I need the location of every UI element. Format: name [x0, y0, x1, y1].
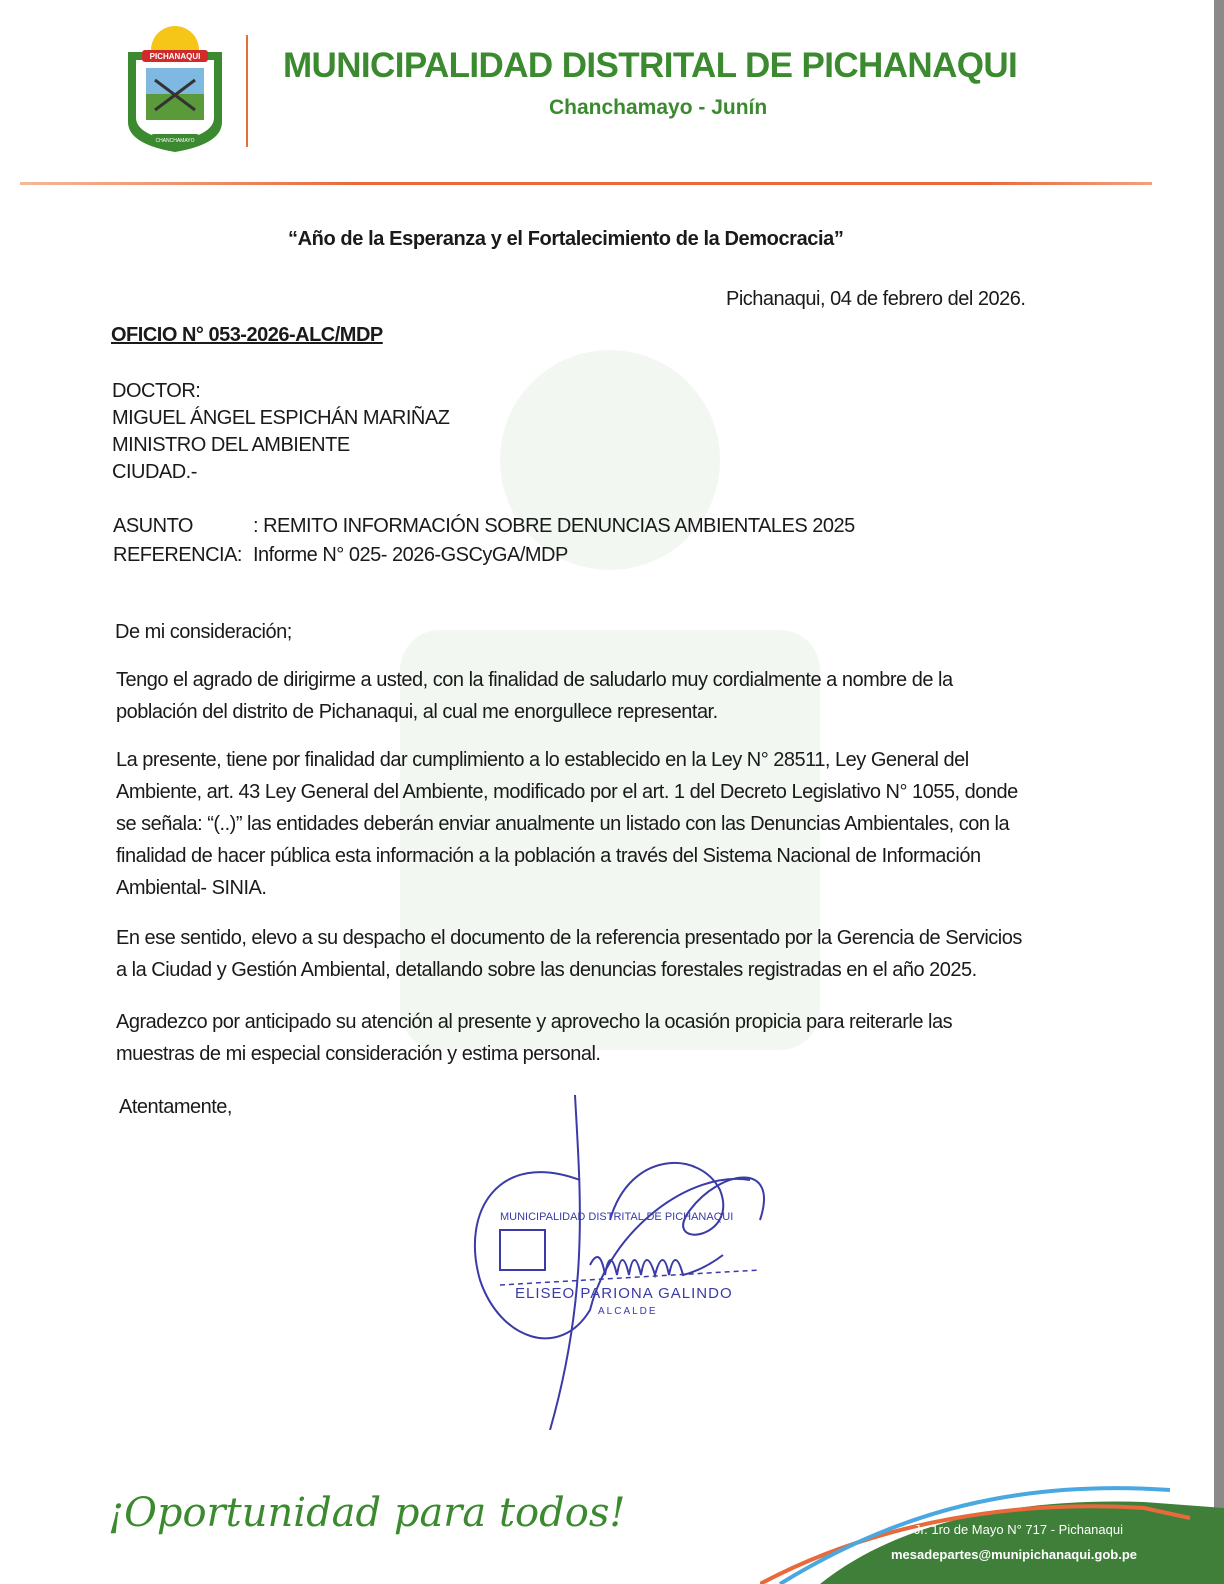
line: Tengo el agrado de dirigirme a usted, con la finalidad de saludarlo muy cordialmente a nombre de la [116, 669, 953, 691]
signature-stamp [440, 1090, 800, 1430]
closing: Atentamente, [119, 1096, 232, 1118]
referencia-label: REFERENCIA: [113, 544, 242, 566]
referencia-value: Informe N° 025- 2026-GSCyGA/MDP [253, 544, 568, 566]
svg-text:PICHANAQUI: PICHANAQUI [149, 52, 201, 61]
footer-slogan: ¡Oportunidad para todos! [108, 1490, 626, 1536]
asunto-value: : REMITO INFORMACIÓN SOBRE DENUNCIAS AMBIENTALES 2025 [253, 515, 855, 537]
stamp-org: MUNICIPALIDAD DISTRITAL DE PICHANAQUI [500, 1211, 734, 1223]
document-date: Pichanaqui, 04 de febrero del 2026. [726, 288, 1026, 310]
recipient-title: DOCTOR: [112, 380, 201, 402]
line: La presente, tiene por finalidad dar cumplimiento a lo establecido en la Ley N° 28511, Ley General del [116, 749, 969, 771]
footer-email[interactable]: mesadepartes@munipichanaqui.gob.pe [891, 1547, 1138, 1562]
line: a la Ciudad y Gestión Ambiental, detallando sobre las denuncias forestales registradas en el año 2025. [116, 959, 977, 981]
year-motto: “Año de la Esperanza y el Fortalecimiento de la Democracia” [288, 228, 844, 250]
subject-block [113, 512, 855, 570]
paragraph-2 [116, 744, 1040, 904]
line: se señala: “(..)” las entidades deberán enviar anualmente un listado con las Denuncias Ambientales, con la [116, 813, 1010, 835]
institution-title: MUNICIPALIDAD DISTRITAL DE PICHANAQUI [283, 46, 1018, 85]
recipient-city: CIUDAD.- [112, 461, 197, 483]
line: finalidad de hacer pública esta información a la población a través del Sistema Nacional de Información [116, 845, 981, 867]
asunto-label: ASUNTO [113, 515, 193, 537]
stamp-role: ALCALDE [598, 1306, 658, 1317]
line: Agradezco por anticipado su atención al presente y aprovecho la ocasión propicia para reiterarle las [116, 1011, 953, 1033]
svg-text:CHANCHAMAYO: CHANCHAMAYO [155, 138, 195, 144]
scan-edge [1214, 0, 1224, 1584]
line: En ese sentido, elevo a su despacho el documento de la referencia presentado por la Gerencia de Servicios [116, 927, 1022, 949]
header-divider [246, 35, 248, 147]
line: población del distrito de Pichanaqui, al cual me enorgullece representar. [116, 701, 718, 723]
recipient-name: MIGUEL ÁNGEL ESPICHÁN MARIÑAZ [112, 407, 450, 429]
paragraph-3 [116, 922, 1040, 986]
line: muestras de mi especial consideración y estima personal. [116, 1043, 601, 1065]
recipient-position: MINISTRO DEL AMBIENTE [112, 434, 350, 456]
oficio-number: OFICIO N° 053-2026-ALC/MDP [111, 324, 383, 346]
municipal-crest-logo [120, 22, 230, 154]
line: Ambiente, art. 43 Ley General del Ambiente, modificado por el art. 1 del Decreto Legislativo N° 1055, donde [116, 781, 1018, 803]
paragraph-1 [116, 664, 1040, 728]
recipient-block [112, 378, 449, 486]
stamp-name: ELISEO PARIONA GALINDO [515, 1285, 733, 1302]
greeting: De mi consideración; [115, 621, 292, 643]
footer-address: Jr. 1ro de Mayo N° 717 - Pichanaqui [914, 1522, 1123, 1537]
institution-subtitle: Chanchamayo - Junín [549, 96, 768, 119]
line: Ambiental- SINIA. [116, 877, 267, 899]
paragraph-4 [116, 1006, 1040, 1070]
header-rule [20, 182, 1152, 185]
